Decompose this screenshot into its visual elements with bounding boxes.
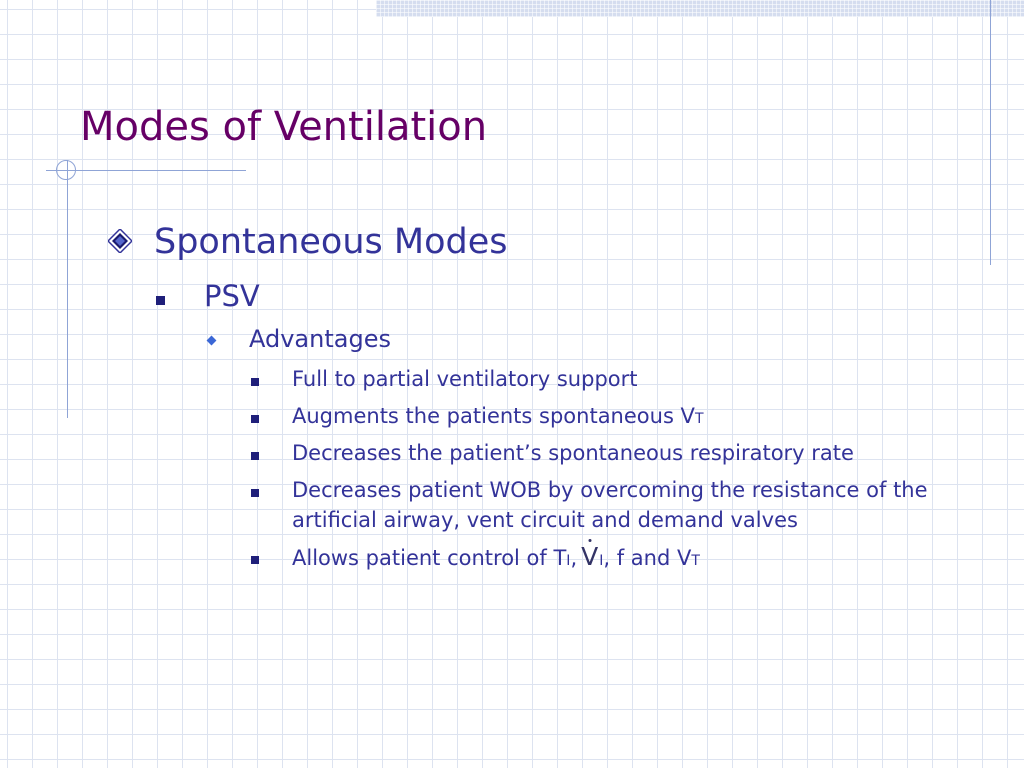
subscript-i: I xyxy=(599,553,604,569)
subscript-i: I xyxy=(566,553,571,569)
decorative-top-band xyxy=(376,0,1024,17)
decorative-circle xyxy=(56,160,76,180)
bullet-point-5-text-a: Allows patient control of T xyxy=(292,546,567,570)
square-bullet-icon xyxy=(156,296,165,305)
small-square-bullet-icon xyxy=(251,556,259,564)
bullet-point-2-text: Augments the patients spontaneous V xyxy=(292,404,695,428)
subscript-t: T xyxy=(694,411,704,427)
bullet-level1-text: Spontaneous Modes xyxy=(154,222,508,262)
bullet-point-2 xyxy=(292,401,704,434)
small-square-bullet-icon xyxy=(251,378,259,386)
bullet-point-1: Full to partial ventilatory support xyxy=(292,367,638,391)
small-square-bullet-icon xyxy=(251,489,259,497)
bullet-level3-text: Advantages xyxy=(249,325,391,353)
bullet-point-5 xyxy=(292,542,700,576)
small-square-bullet-icon xyxy=(251,415,259,423)
decorative-title-underline xyxy=(46,170,246,171)
small-square-bullet-icon xyxy=(251,452,259,460)
comma: , xyxy=(570,546,578,570)
slide-title: Modes of Ventilation xyxy=(80,104,488,150)
bullet-point-3: Decreases the patient’s spontaneous respiratory rate xyxy=(292,441,854,465)
decorative-left-line xyxy=(67,160,68,418)
bullet-level2-text: PSV xyxy=(204,279,260,313)
diamond-bullet-icon xyxy=(108,229,132,253)
bullet-point-4: Decreases patient WOB by overcoming the resistance of the artificial airway, vent circuit and demand valves xyxy=(292,478,928,532)
small-diamond-bullet-icon xyxy=(207,336,217,346)
bullet-point-5-text-b: , f and V xyxy=(603,546,692,570)
subscript-t: T xyxy=(691,553,700,569)
v-dot-flow-icon: V xyxy=(581,542,599,571)
decorative-right-line xyxy=(990,0,991,265)
